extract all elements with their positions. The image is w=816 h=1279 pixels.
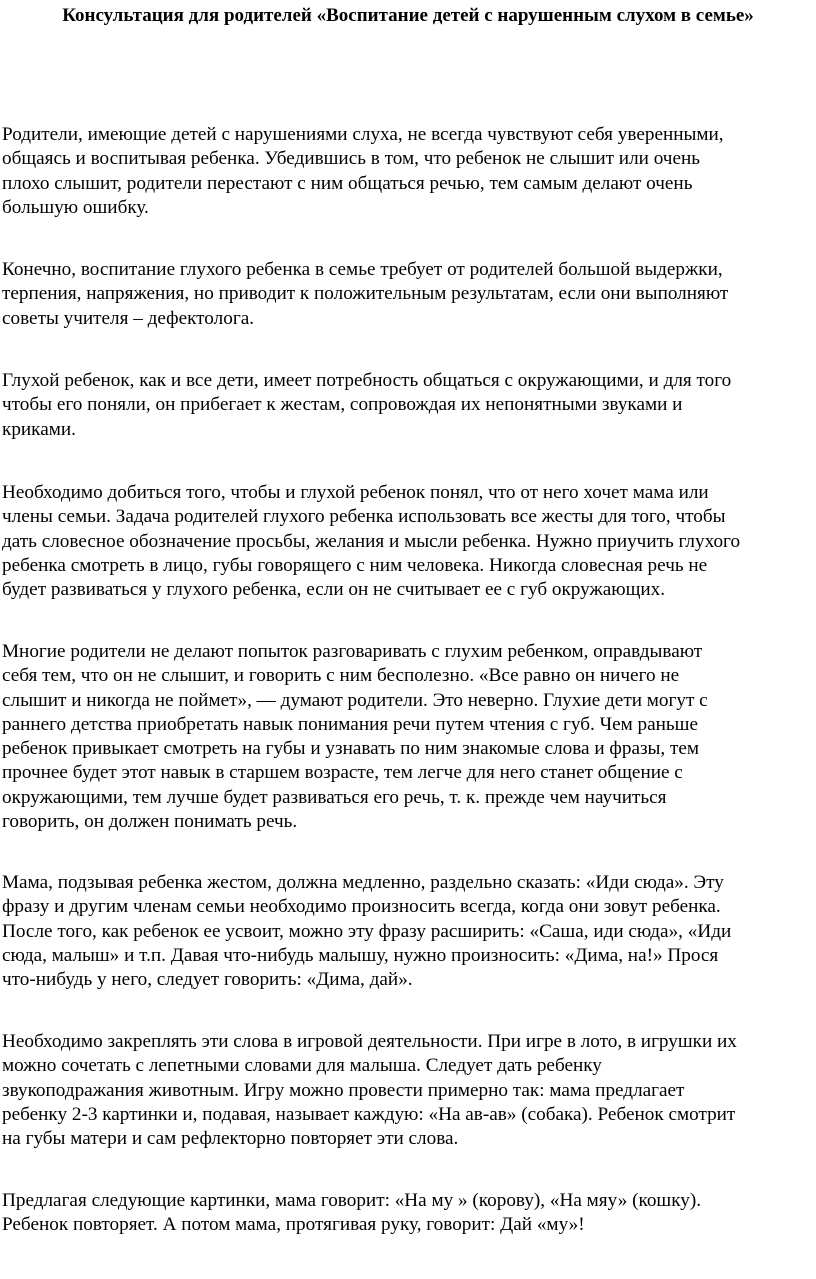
paragraph-8: Предлагая следующие картинки, мама говорит: «На му » (корову), «На мяу» (кошку). Ребенок повторяет. А потом мама, протягивая руку, говорит: Дай «му»! — [2, 1190, 702, 1236]
paragraph-4: Необходимо добиться того, чтобы и глухой ребенок понял, что от него хочет мама или члены семьи. Задача родителей глухого ребенка использовать все жесты для того, чтобы дать словесное обозначение просьбы, желания и мысли ребенка. Нужно приучить глухого ребенка смотреть в лицо, губы говорящего с ним человека. Никогда словесная речь не будет развиваться у глухого ребенка, если он не считывает ее с губ окружающих. — [2, 482, 741, 601]
paragraph-5: Многие родители не делают попыток разговаривать с глухим ребенком, оправдывают себя тем, что он не слышит, и говорить с ним бесполезно. «Все равно он ничего не слышит и никогда не поймет», — думают родители. Это неверно. Глухие дети могут с раннего детства приобретать навык понимания речи путем чтения с губ. Чем раньше ребенок привыкает смотреть на губы и узнавать по ним знакомые слова и фразы, тем прочнее будет этот навык в старшем возрасте, тем легче для него станет общение с окружающими, тем лучше будет развиваться его речь, т. к. прежде чем научиться говорить, он должен понимать речь. — [2, 641, 708, 833]
paragraph-2: Конечно, воспитание глухого ребенка в семье требует от родителей большой выдержки, терпения, напряжения, но приводит к положительным результатам, если они выполняют советы учителя – дефектолога. — [2, 259, 729, 329]
paragraph-7: Необходимо закреплять эти слова в игровой деятельности. При игре в лото, в игрушки их можно сочетать с лепетными словами для малыша. Следует дать ребенку звукоподражания животным. Игру можно провести примерно так: мама предлагает ребенку 2-3 картинки и, подавая, называет каждую: «На ав-ав» (собака). Ребенок смотрит на губы матери и сам рефлекторно повторяет эти слова. — [2, 1031, 737, 1150]
paragraph-3: Глухой ребенок, как и все дети, имеет потребность общаться с окружающими, и для того чтобы его поняли, он прибегает к жестам, сопровождая их непонятными звуками и криками. — [2, 370, 732, 440]
paragraph-6: Мама, подзывая ребенка жестом, должна медленно, раздельно сказать: «Иди сюда». Эту фразу и другим членам семьи необходимо произносить всегда, когда они зовут ребенка. После того, как ребенок ее усвоит, можно эту фразу расширить: «Саша, иди сюда», «Иди сюда, малыш» и т.п. Давая что-нибудь малышу, нужно произносить: «Дима, на!» Прося что-нибудь у него, следует говорить: «Дима, дай». — [2, 872, 732, 991]
document-title: Консультация для родителей «Воспитание детей с нарушенным слухом в семье» — [62, 5, 754, 26]
paragraph-1: Родители, имеющие детей с нарушениями слуха, не всегда чувствуют себя уверенными, общаясь и воспитывая ребенка. Убедившись в том, что ребенок не слышит или очень плохо слышит, родители перестают с ним общаться речью, тем самым делают очень большую ошибку. — [2, 124, 724, 218]
